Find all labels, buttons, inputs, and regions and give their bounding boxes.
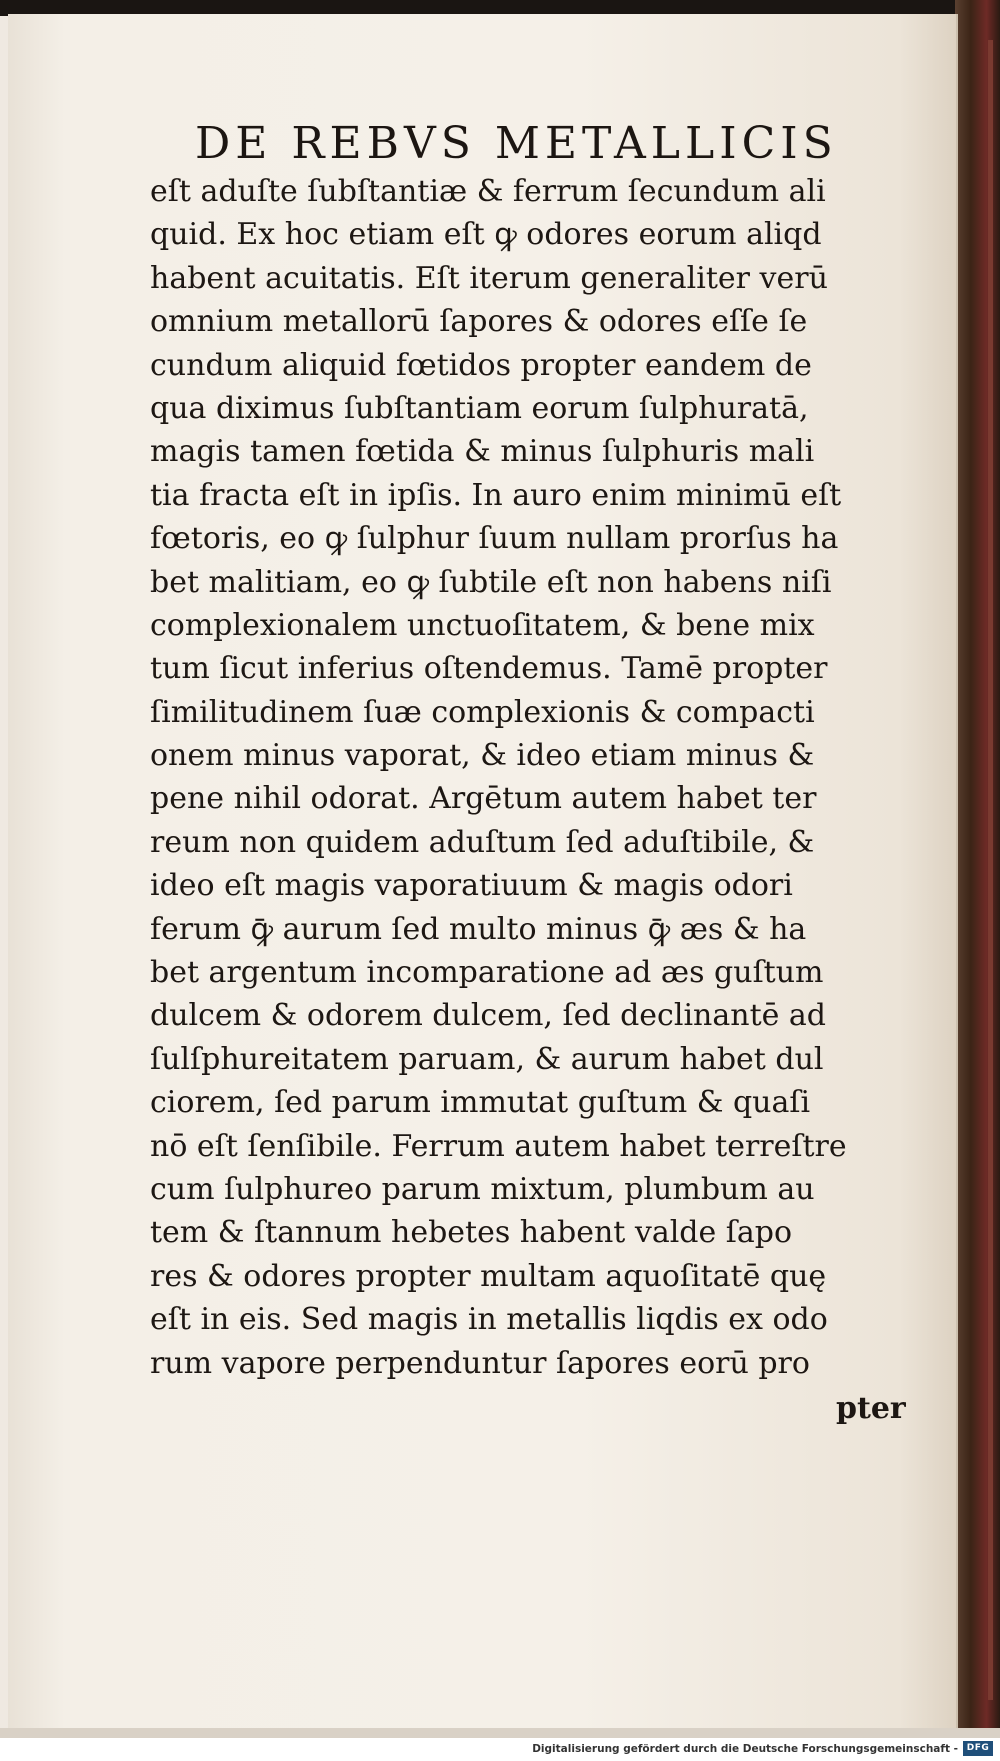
running-head: DE REBVS METALLICIS [195,118,838,169]
text-line-6: qua diximus ſubſtantiam eorum ſulphuratā, [150,390,809,426]
text-line-13: ſimilitudinem ſuæ complexionis & compacti [150,694,815,730]
book-spine [955,0,1000,1740]
text-line-20: dulcem & odorem dulcem, ſed declinantē ad [150,998,827,1034]
text-line-2: quid. Ex hoc etiam eſt ꝙ odores eorum aliqd [150,217,822,253]
text-line-27: eſt in eis. Sed magis in metallis liqdis ex odo [150,1302,828,1338]
text-line-15: pene nihil odorat. Argētum autem habet ter [150,781,817,817]
text-line-3: habent acuitatis. Eſt iterum generaliter verū [150,260,828,296]
catchword: pter [836,1391,906,1426]
text-line-23: nō eſt ſenſibile. Ferrum autem habet terreſtre [150,1128,847,1164]
text-line-17: ideo eſt magis vaporatiuum & magis odori [150,868,793,904]
page-bottom-shadow [0,1728,1000,1738]
text-line-26: res & odores propter multam aquoſitatē quę [150,1258,827,1294]
text-line-16: reum non quidem aduſtum ſed aduſtibile, & [150,824,815,860]
text-line-18: ferum ꝙ̄ aurum ſed multo minus ꝙ̄ æs & ha [150,911,807,947]
text-line-7: magis tamen fœtida & minus ſulphuris mali [150,434,815,470]
text-line-22: ciorem, ſed parum immutat guſtum & quaſi [150,1085,811,1121]
text-line-4: omnium metallorū ſapores & odores eſſe ſe [150,304,808,340]
text-line-25: tem & ſtannum hebetes habent valde ſapo [150,1215,793,1251]
dfg-logo-icon: DFG [963,1741,993,1756]
digitization-credit: Digitalisierung gefördert durch die Deutsche Forschungsgemeinschaft - [532,1743,958,1755]
text-line-9: fœtoris, eo ꝙ ſulphur ſuum nullam prorſus ha [150,521,839,557]
text-line-10: bet malitiam, eo ꝙ ſubtile eſt non habens niſi [150,564,832,600]
text-line-21: ſulſphureitatem paruam, & aurum habet dul [150,1041,824,1077]
text-line-1: eſt aduſte ſubſtantiæ & ferrum ſecundum ali [150,174,826,209]
spine-highlight [988,40,993,1700]
text-line-11: complexionalem unctuoſitatem, & bene mix [150,607,815,643]
text-line-28: rum vapore perpenduntur ſapores eorū pro [150,1345,810,1381]
text-line-5: cundum aliquid fœtidos propter eandem de [150,347,812,383]
text-line-24: cum ſulphureo parum mixtum, plumbum au [150,1171,815,1207]
text-line-12: tum ſicut inferius oſtendemus. Tamē propter [150,651,828,687]
page-text [150,170,920,1385]
text-line-8: tia fracta eſt in ipſis. In auro enim minimū eſt [150,477,842,513]
text-line-14: onem minus vaporat, & ideo etiam minus & [150,738,815,774]
text-line-19: bet argentum incomparatione ad æs guſtum [150,955,824,991]
